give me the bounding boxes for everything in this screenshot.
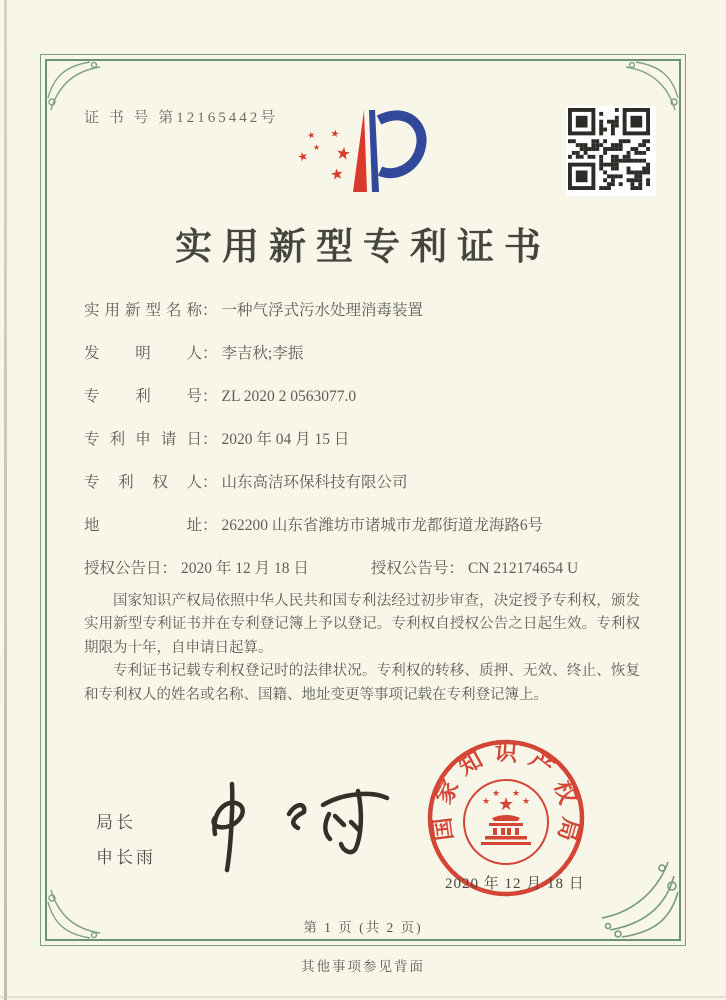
svg-text:★: ★ [329, 166, 345, 184]
field-value: CN 212174654 U [467, 560, 579, 577]
svg-text:★: ★ [313, 143, 321, 152]
field-colon: ： [202, 388, 218, 405]
field-value: 一种气浮式污水处理消毒装置 [221, 302, 424, 319]
logo-red-wedge [353, 110, 367, 192]
logo-blue-stem [369, 110, 379, 192]
field-value: 2020 年 12 月 18 日 [181, 560, 309, 577]
svg-text:★: ★ [511, 788, 521, 798]
logo-stars [296, 128, 353, 184]
field-value: 李吉秋;李振 [221, 345, 304, 362]
field-colon: ： [202, 517, 218, 534]
svg-text:★: ★ [491, 788, 501, 798]
field-row-address [84, 513, 650, 556]
svg-text:★: ★ [521, 796, 531, 806]
field-colon: ： [161, 560, 178, 577]
svg-text:★: ★ [329, 128, 341, 141]
seal-ring-text: 国家知识产权局 [428, 739, 584, 854]
seal-date: 2020 年 12 月 18 日 [445, 876, 585, 892]
field-colon: ： [202, 345, 218, 362]
field-label: 授权公告号 [370, 560, 449, 577]
legal-paragraph-1: 国家知识产权局依照中华人民共和国专利法经过初步审查，决定授予专利权，颁发实用新型专利证书并在专利登记簿上予以登记。专利权自授权公告之日起生效。专利权期限为十年，自申请日起算。 [84, 593, 640, 656]
officer-name: 申长雨 [96, 847, 156, 867]
svg-text:★: ★ [334, 143, 353, 165]
field-label: 授权公告日 [84, 560, 162, 577]
field-row-patentee [84, 470, 650, 513]
field-value: ZL 2020 2 0563077.0 [221, 388, 357, 405]
logo-blue-bowl [379, 115, 422, 173]
scan-edge [4, 0, 7, 1000]
field-label: 实用新型名称 [84, 302, 202, 319]
officer-title: 局长 [96, 813, 136, 832]
field-label: 地址 [84, 517, 202, 534]
legal-text [84, 590, 640, 707]
field-colon: ： [448, 560, 464, 577]
field-colon: ： [202, 302, 218, 319]
legal-paragraph-2: 专利证书记载专利权登记时的法律状况。专利权的转移、质押、无效、终止、恢复和专利权人的姓名或名称、国籍、地址变更等事项记载在专利登记簿上。 [84, 663, 640, 703]
scan-edge-bottom [0, 996, 726, 998]
field-label: 专利号 [84, 388, 202, 405]
svg-text:★: ★ [295, 148, 311, 165]
certificate-title: 实用新型专利证书 [175, 227, 551, 268]
field-colon: ： [202, 431, 218, 448]
field-value: 2020 年 04 月 15 日 [221, 431, 350, 448]
svg-text:★: ★ [497, 794, 515, 814]
field-colon: ： [202, 474, 218, 491]
field-value: 262200 山东省潍坊市诸城市龙都街道龙海路6号 [221, 517, 544, 534]
field-row-inventor [84, 341, 650, 384]
field-label: 专利权人 [84, 474, 202, 491]
seal-emblem [464, 780, 548, 864]
page-number: 第 1 页 (共 2 页) [303, 920, 423, 935]
field-label: 发明人 [84, 345, 202, 362]
field-value: 山东高洁环保科技有限公司 [221, 474, 408, 491]
svg-text:★: ★ [306, 129, 317, 141]
field-row-patent-no [84, 384, 650, 427]
field-row-name [84, 298, 650, 341]
field-label: 专利申请日 [84, 431, 202, 448]
qr-code [566, 106, 656, 196]
certificate-number: 证 书 号 第12165442号 [84, 110, 279, 126]
svg-text:★: ★ [481, 796, 491, 806]
footer-note: 其他事项参见背面 [301, 959, 425, 974]
signature-handwriting [185, 772, 405, 877]
field-row-filing-date [84, 427, 650, 470]
field-list [84, 298, 650, 599]
cnipa-logo [295, 100, 440, 205]
officer-block [96, 806, 156, 876]
